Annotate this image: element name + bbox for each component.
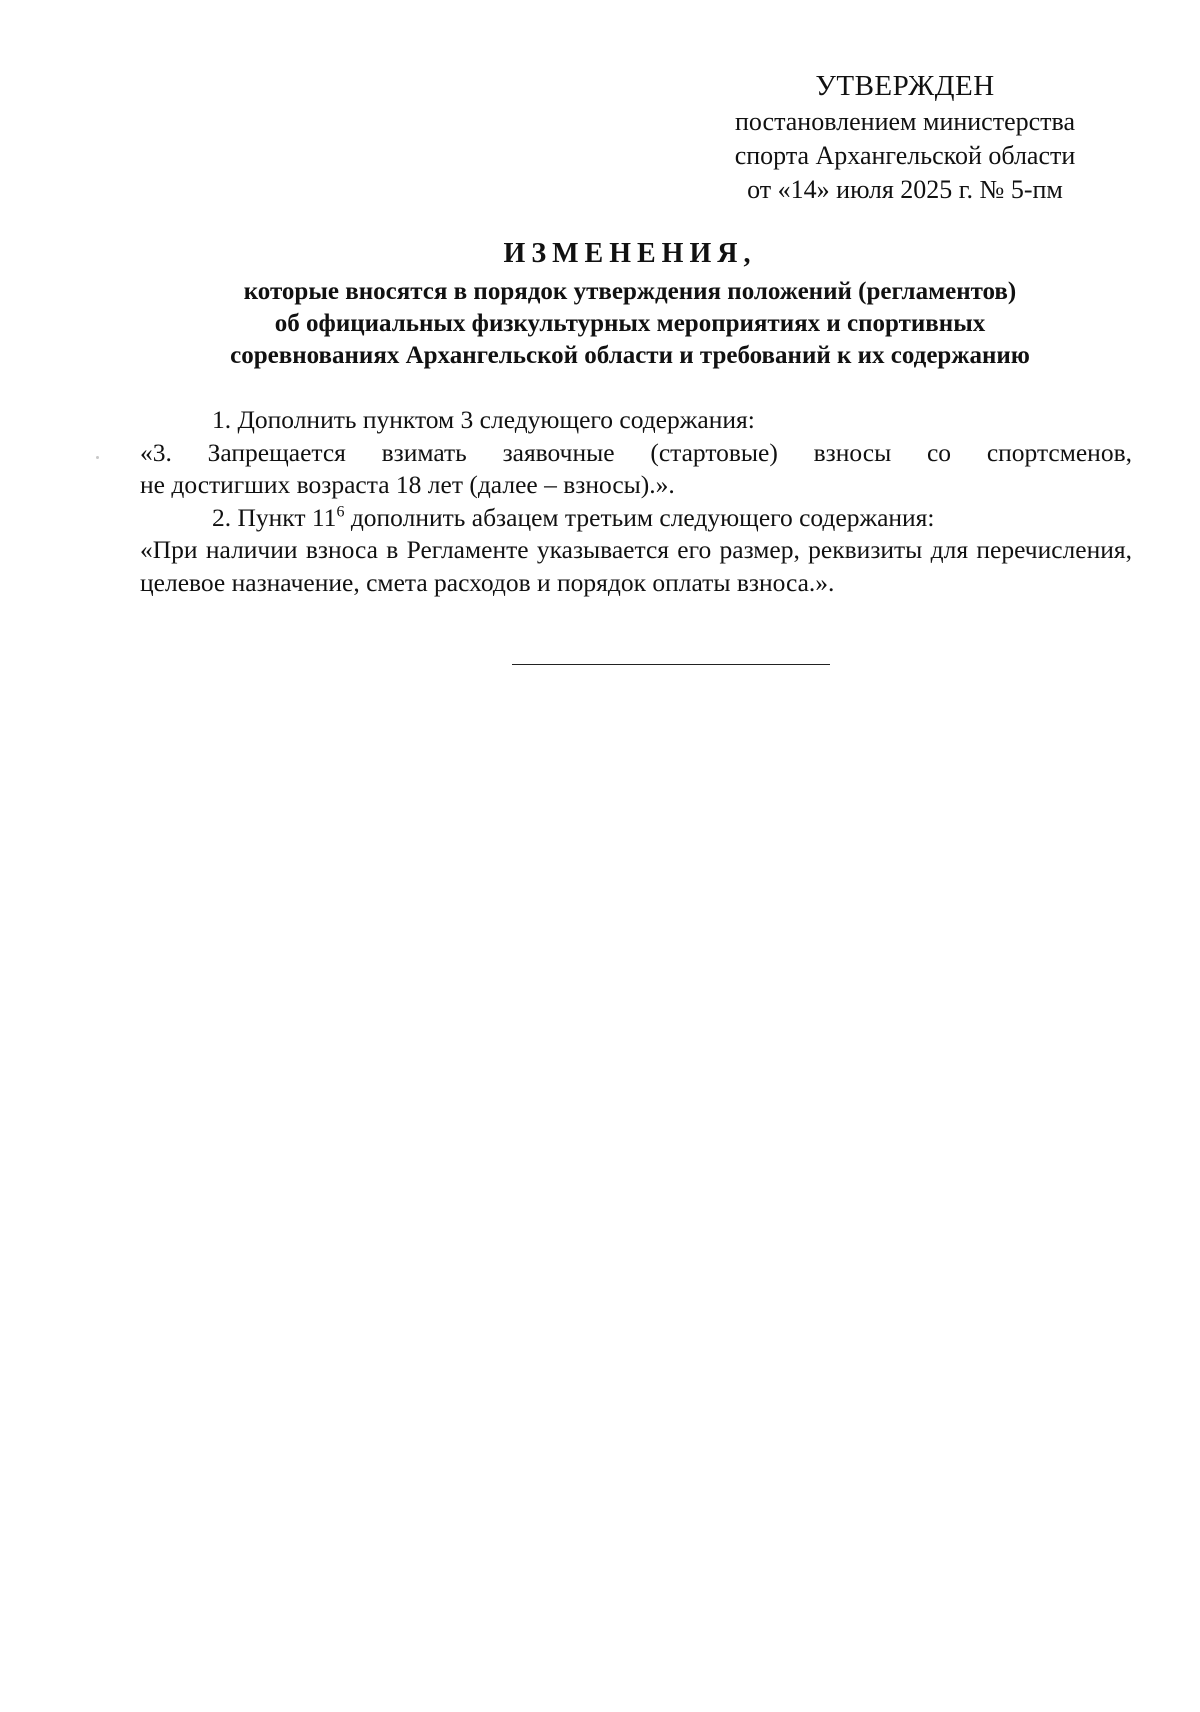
item-2-intro-start: 2. Пункт 11	[212, 502, 337, 532]
scan-speck	[96, 456, 99, 459]
approval-line-3: от «14» июля 2025 г. № 5-пм	[747, 175, 1063, 204]
item-1-quote-line-2: не достигших возраста 18 лет (далее – взносы).».	[140, 470, 675, 499]
title-line-2: об официальных физкультурных мероприятиях и спортивных	[274, 310, 986, 337]
item-2-intro-end: дополнить абзацем третьим следующего содержания:	[344, 502, 935, 532]
title-line-3: соревнованиях Архангельской области и требований к их содержанию	[230, 342, 1030, 369]
item-2-quote: «При наличии взноса в Регламенте указывается его размер, реквизиты для перечисления, целевое назначение, смета расходов и порядок оплаты взноса.».	[140, 535, 1132, 597]
approval-title: УТВЕРЖДЕН	[815, 70, 995, 102]
document-title	[140, 236, 1120, 372]
item-2-intro	[140, 502, 1132, 535]
document-body	[140, 404, 1132, 599]
item-2-superscript: 6	[336, 503, 345, 520]
closing-rule	[512, 664, 830, 665]
approval-line-2: спорта Архангельской области	[734, 141, 1076, 170]
approval-line-1: постановлением министерства	[734, 107, 1076, 136]
approval-stamp	[700, 68, 1110, 207]
item-1-intro: 1. Дополнить пунктом 3 следующего содержания:	[212, 405, 755, 434]
item-1-quote-line-1: «3. Запрещается взимать заявочные (стартовые) взносы со спортсменов,	[140, 437, 1132, 467]
title-heading: ИЗМЕНЕНИЯ,	[503, 238, 757, 269]
title-line-1: которые вносятся в порядок утверждения положений (регламентов)	[243, 278, 1017, 305]
